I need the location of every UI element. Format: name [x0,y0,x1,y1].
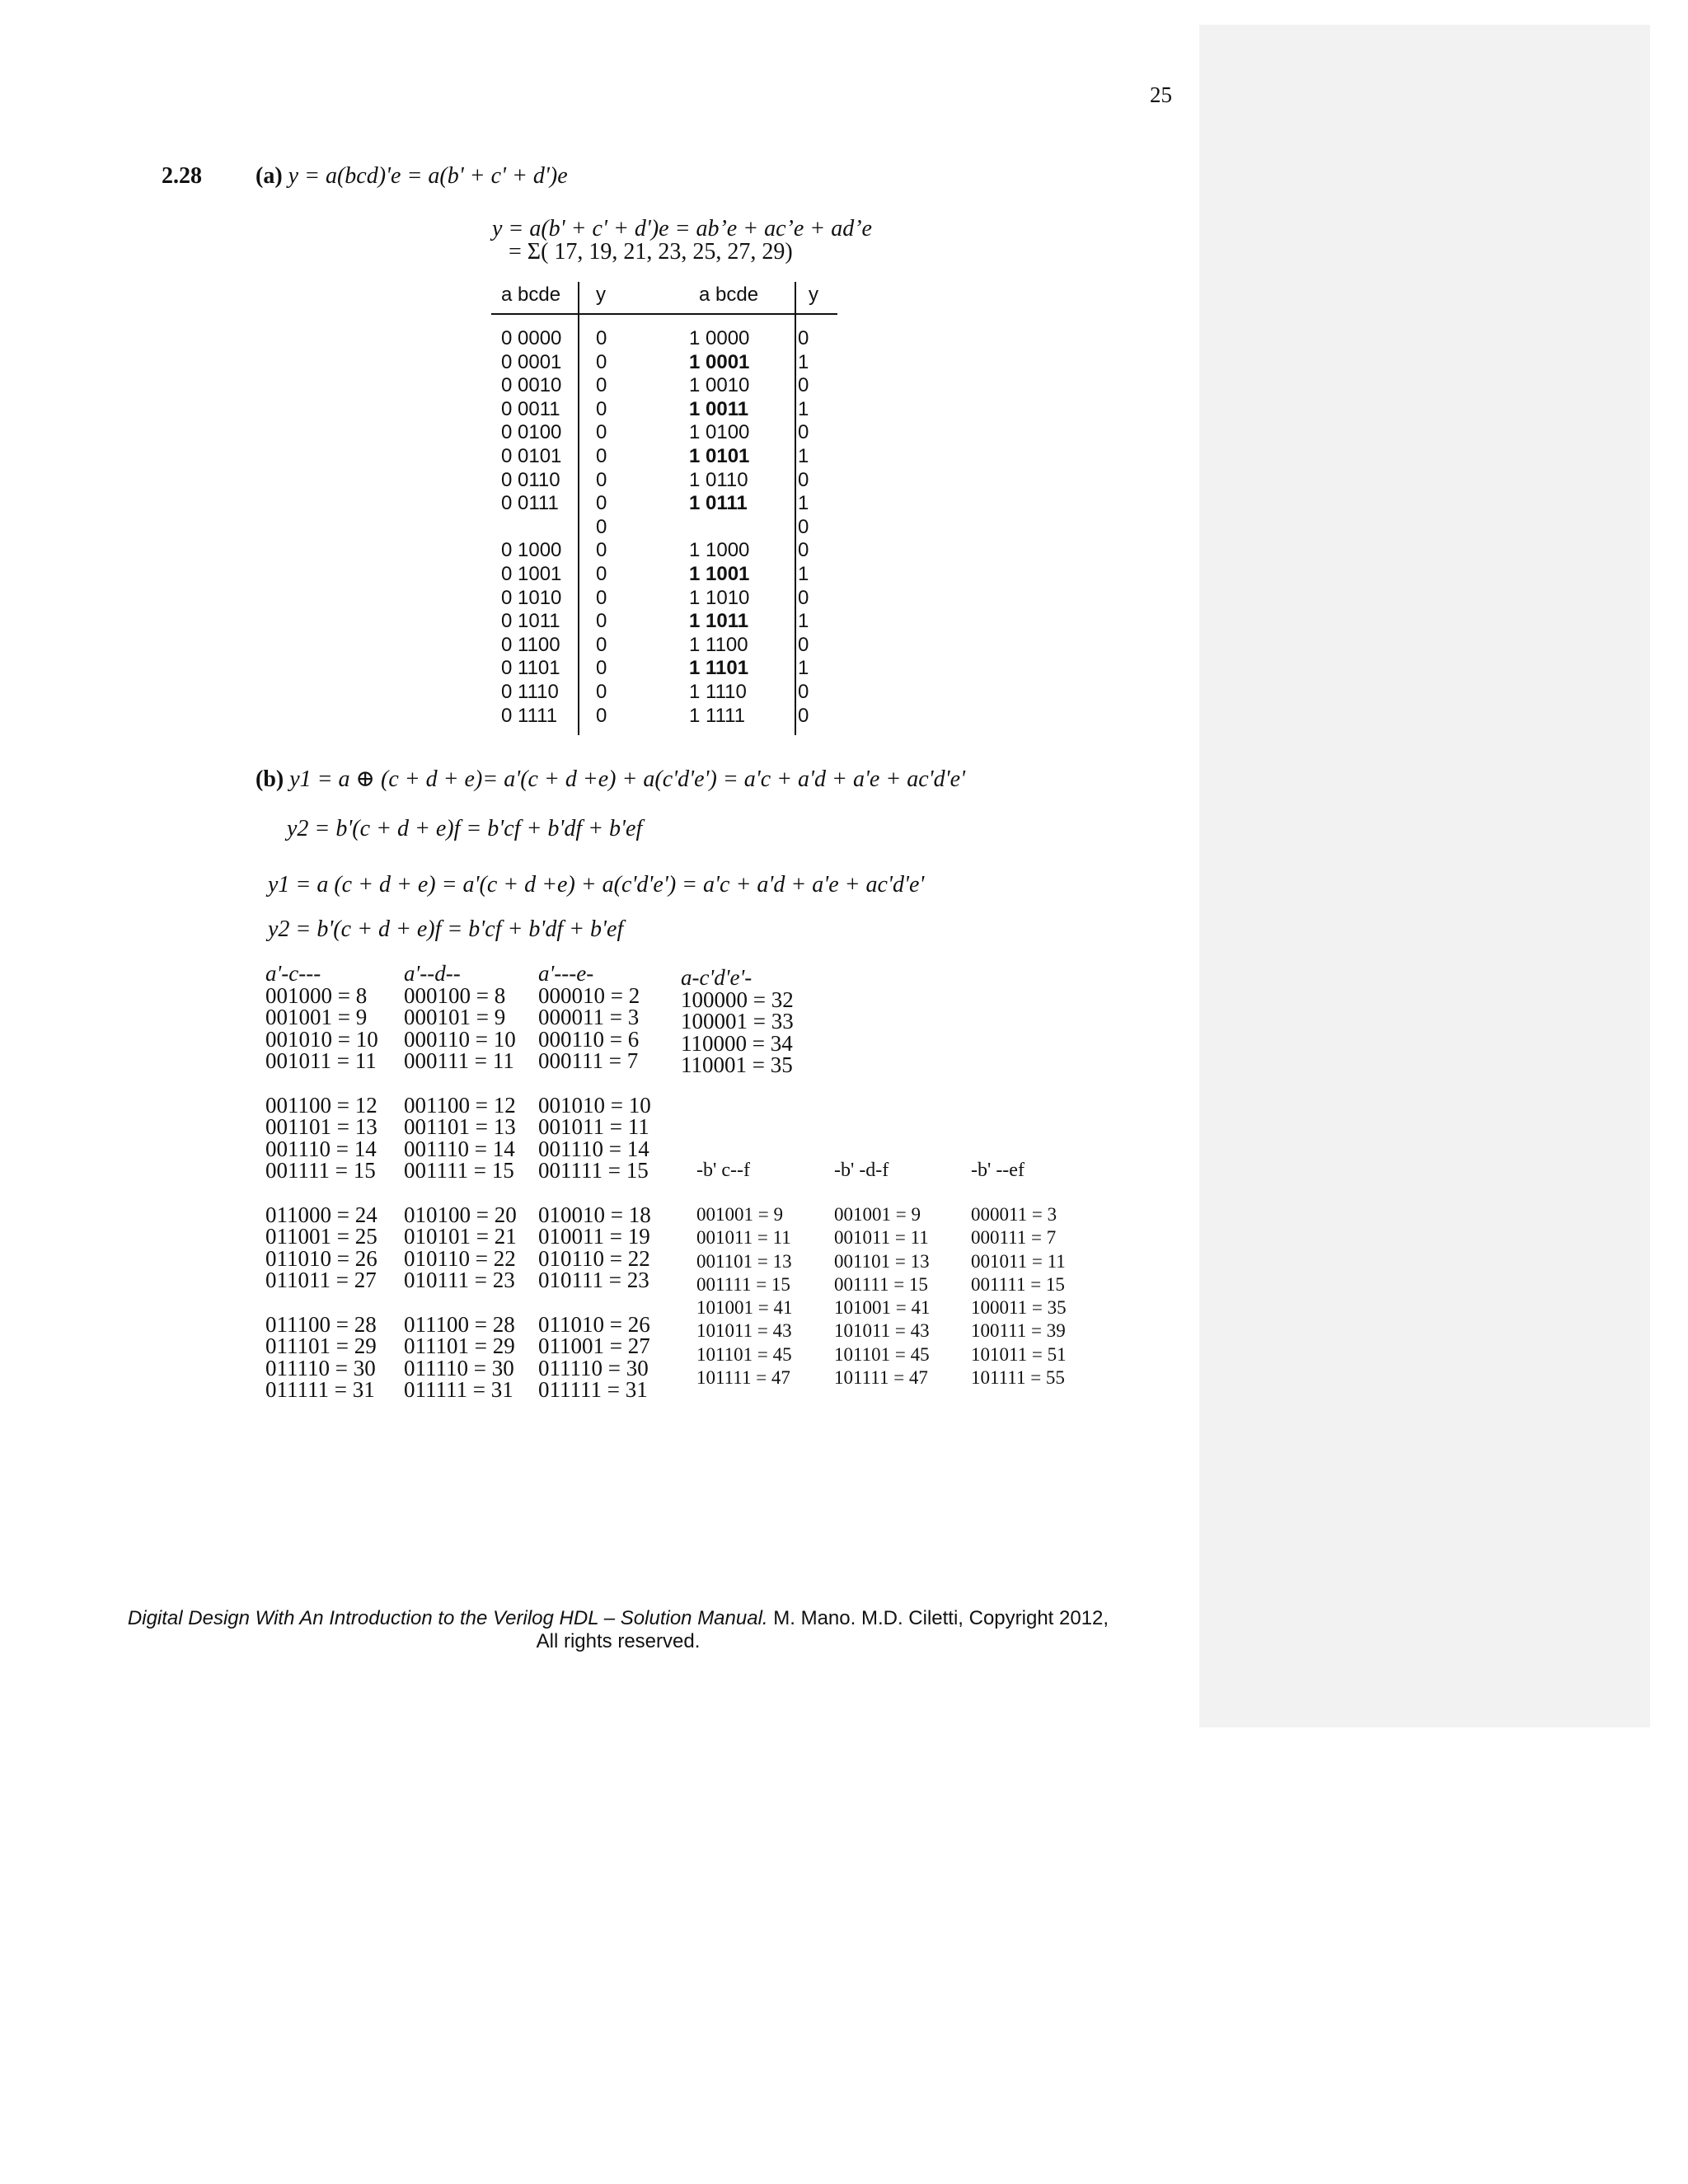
b-minterm-entry: 001011 = 11 [971,1250,1066,1272]
table-cell: 0 0100 [501,421,562,444]
table-cell: 1 [798,657,809,680]
table-cell: 0 0111 [501,492,559,515]
table-cell: 1 1100 [689,633,748,656]
minterm-group [404,1204,517,1291]
minterm-entry: 110000 = 34 [681,1030,793,1056]
minterm-column-head: a'-c--- [265,961,321,986]
table-cell: 0 [798,327,809,349]
table-cell: 1 1010 [689,586,750,609]
part-b-y1 [256,765,965,793]
minterm-entry: 001110 = 14 [404,1136,515,1161]
table-cell: 0 [798,681,809,703]
table-cell: 1 1011 [689,610,749,633]
table-header-input-right: a bcde [699,284,759,306]
minterm-entry: 001100 = 12 [265,1092,377,1118]
table-cell: 1 1110 [689,681,747,703]
minterm-entry: 011100 = 28 [404,1311,515,1337]
table-cell: 0 0010 [501,374,562,397]
table-cell: 1 0011 [689,397,749,420]
table-cell: 0 [596,492,607,515]
b-column [971,1203,1067,1390]
side-panel [1199,25,1650,1727]
b-minterm-entry: 001011 = 11 [834,1227,929,1249]
table-cell: 1 [798,610,809,633]
b-minterm-entry: 100011 = 35 [971,1297,1067,1319]
b-minterm-entry: 101111 = 55 [971,1367,1065,1389]
minterm-entry: 100000 = 32 [681,987,794,1012]
minterm-entry: 011001 = 25 [265,1224,377,1249]
table-cell: 0 1011 [501,610,560,633]
minterm-entry: 011111 = 31 [265,1377,375,1402]
part-a-expression: y = a(bcd)'e = a(b' + c' + d')e [288,163,568,189]
table-cell: 0 [596,421,607,444]
table-cell: 1 0000 [689,327,750,349]
table-cell: 0 [596,515,607,538]
part-a-label: (a) [256,163,283,189]
table-divider-right [795,282,796,735]
minterm-entry: 001100 = 12 [404,1092,516,1118]
table-cell: 0 [596,327,607,349]
minterm-entry: 011101 = 29 [265,1333,377,1358]
table-cell: 0 1001 [501,563,562,585]
minterm-entry: 110001 = 35 [681,1052,793,1077]
footer [124,1607,1113,1653]
part-b-y2-equation: y2 = b'(c + d + e)f = b'cf + b'df + b'ef [287,816,643,841]
table-cell: 0 [798,539,809,562]
b-column-head: -b' -d-f [834,1160,889,1181]
minterm-group [538,982,651,1073]
table-cell: 0 [596,563,607,585]
minterm-entry: 001010 = 10 [538,1092,651,1118]
table-cell: 0 1101 [501,657,560,680]
b-minterm-entry: 101011 = 43 [834,1320,930,1342]
b-minterm-entry: 001111 = 15 [696,1273,790,1295]
b-minterm-entry: 101011 = 43 [696,1320,792,1342]
derivation-line-1: y = a(b' + c' + d')e = ab’e + ac’e + ad’e [492,216,872,241]
minterm-group [265,1094,378,1182]
table-cell: 0 [596,681,607,703]
table-cell: 0 [798,633,809,656]
minterm-group [538,1311,651,1402]
b-column-head: -b' c--f [696,1160,750,1181]
table-cell: 0 [596,633,607,656]
minterm-entry: 011111 = 31 [538,1377,648,1402]
table-cell: 1 1001 [689,563,750,585]
table-cell: 0 [596,397,607,420]
part-b-label: (b) [256,766,284,792]
minterm-entry: 011100 = 28 [265,1311,377,1337]
minterm-group [538,1094,651,1182]
minterm-entry: 011110 = 30 [265,1355,376,1380]
b-minterm-entry: 000011 = 3 [971,1204,1057,1225]
problem-number: 2.28 [162,163,202,189]
footer-title: Digital Design With An Introduction to the Verilog HDL – Solution Manual. [127,1607,768,1629]
footer-credits: M. Mano. M.D. Ciletti, Copyright 2012, [767,1607,1109,1629]
minterm-group [681,989,794,1076]
table-cell: 0 0011 [501,397,560,420]
minterm-entry: 001011 = 11 [265,1048,377,1073]
y2-equation-alt: y2 = b'(c + d + e)f = b'cf + b'df + b'ef [268,916,624,942]
table-cell: 1 [798,350,809,373]
b-minterm-entry: 000111 = 7 [971,1227,1057,1249]
minterm-entry: 001011 = 11 [538,1114,649,1139]
table-cell: 0 [596,468,607,491]
b-minterm-entry: 101111 = 47 [696,1367,790,1389]
minterm-entry: 001110 = 14 [265,1136,377,1161]
b-minterm-entry: 101101 = 45 [696,1343,792,1365]
minterm-entry: 011000 = 24 [265,1202,377,1227]
b-column-head: -b' --ef [971,1160,1025,1181]
b-column [834,1203,930,1390]
minterm-column-head: a'--d-- [404,961,461,986]
minterm-group [404,1094,517,1182]
table-cell: 0 [596,704,607,727]
minterm-entry: 001110 = 14 [538,1136,649,1161]
table-cell: 0 [596,586,607,609]
y1-equation-alt: y1 = a (c + d + e) = a'(c + d +e) + a(c'd'e') = a'c + a'd + a'e + ac'd'e' [268,872,925,898]
b-minterm-entry: 101001 = 41 [696,1297,793,1319]
minterm-entry: 010101 = 21 [404,1224,517,1249]
minterm-entry: 100001 = 33 [681,1009,794,1033]
table-cell: 1 [798,492,809,515]
table-cell: 0 [798,468,809,491]
minterm-entry: 000110 = 6 [538,1026,640,1052]
table-cell: 0 1010 [501,586,562,609]
table-cell: 0 1111 [501,704,558,727]
b-minterm-entry: 001101 = 13 [834,1250,930,1272]
b-minterm-entry: 001111 = 15 [834,1273,928,1295]
minterm-entry: 000110 = 10 [404,1026,516,1052]
minterm-entry: 010010 = 18 [538,1202,651,1227]
minterm-entry: 001111 = 15 [265,1158,376,1183]
minterm-column [681,967,794,1099]
minterm-entry: 000010 = 2 [538,982,640,1008]
minterm-entry: 000100 = 8 [404,982,506,1008]
table-cell: 1 1111 [689,704,746,727]
minterm-column [538,963,651,1423]
table-cell: 0 0101 [501,445,562,467]
table-cell: 1 0001 [689,350,750,373]
minterm-column [265,963,378,1423]
b-minterm-entry: 001011 = 11 [696,1227,791,1249]
minterm-entry: 001111 = 15 [404,1158,514,1183]
table-cell: 1 0100 [689,421,750,444]
minterm-entry: 011110 = 30 [538,1355,649,1380]
b-minterm-entry: 101011 = 51 [971,1343,1067,1365]
table-cell: 0 0001 [501,350,562,373]
table-header-output-right: y [809,284,818,306]
table-cell: 0 [596,374,607,397]
table-cell: 1 1101 [689,657,749,680]
b-minterm-entry: 001001 = 9 [834,1204,921,1225]
minterm-group [265,1311,378,1402]
b-minterm-entry: 001001 = 9 [696,1204,783,1225]
page-number: 25 [1150,82,1172,107]
minterm-group [265,982,378,1073]
derivation-line-2: = Σ( 17, 19, 21, 23, 25, 27, 29) [509,239,793,265]
minterm-entry: 010100 = 20 [404,1202,517,1227]
b-minterm-entry: 101101 = 45 [834,1343,930,1365]
table-cell: 0 1000 [501,539,562,562]
b-minterm-entry: 100111 = 39 [971,1320,1066,1342]
minterm-entry: 011010 = 26 [538,1311,650,1337]
table-cell: 0 0110 [501,468,560,491]
table-header-rule [491,313,837,315]
table-cell: 1 [798,397,809,420]
minterm-entry: 010111 = 23 [538,1268,649,1292]
minterm-entry: 011011 = 27 [265,1268,377,1292]
minterm-entry: 010011 = 19 [538,1224,650,1249]
minterm-group [265,1204,378,1291]
table-cell: 0 0000 [501,327,562,349]
minterm-entry: 010111 = 23 [404,1268,515,1292]
footer-rights: All rights reserved. [536,1630,701,1652]
minterm-entry: 011110 = 30 [404,1355,514,1380]
b-column [696,1203,792,1390]
minterm-entry: 011101 = 29 [404,1333,515,1358]
table-cell: 0 [596,350,607,373]
minterm-entry: 000101 = 9 [404,1005,506,1029]
part-b-y1-equation: y1 = a ⊕ (c + d + e)= a'(c + d +e) + a(c'd'e') = a'c + a'd + a'e + ac'd'e' [289,766,966,792]
minterm-entry: 001001 = 9 [265,1005,368,1029]
minterm-entry: 001101 = 13 [404,1114,516,1139]
table-cell: 0 [798,704,809,727]
minterm-entry: 001000 = 8 [265,982,368,1008]
table-cell: 1 [798,563,809,585]
table-cell: 0 1110 [501,681,559,703]
table-cell: 1 [798,445,809,467]
minterm-entry: 000111 = 7 [538,1048,639,1073]
table-cell: 0 [596,610,607,633]
minterm-entry: 010110 = 22 [404,1245,516,1271]
table-cell: 0 [798,374,809,397]
b-minterm-entry: 101111 = 47 [834,1367,928,1389]
table-divider-left [578,282,579,735]
table-cell: 1 0101 [689,445,750,467]
minterm-entry: 010110 = 22 [538,1245,650,1271]
table-cell: 0 [798,586,809,609]
table-header-input-left: a bcde [501,284,561,306]
table-cell: 0 [596,539,607,562]
table-cell: 1 0010 [689,374,750,397]
minterm-column [404,963,517,1423]
table-cell: 1 1000 [689,539,750,562]
minterm-group [404,982,517,1073]
table-cell: 0 [596,657,607,680]
table-cell: 0 1100 [501,633,560,656]
table-cell: 1 0111 [689,492,748,515]
table-header-output-left: y [596,284,606,306]
table-cell: 0 [798,515,809,538]
minterm-group [404,1311,517,1402]
minterm-entry: 011001 = 27 [538,1333,650,1358]
minterm-entry: 011010 = 26 [265,1245,377,1271]
truth-table [491,282,837,735]
table-cell: 0 [596,445,607,467]
table-cell: 1 0110 [689,468,748,491]
minterm-entry: 001010 = 10 [265,1026,378,1052]
minterm-group [538,1204,651,1291]
minterm-entry: 011111 = 31 [404,1377,513,1402]
minterm-entry: 001111 = 15 [538,1158,649,1183]
minterm-entry: 001101 = 13 [265,1114,377,1139]
table-cell: 0 [798,421,809,444]
b-minterm-entry: 101001 = 41 [834,1297,931,1319]
minterm-column-head: a'---e- [538,961,594,986]
part-a-heading [256,163,568,190]
b-minterm-entry: 001111 = 15 [971,1273,1065,1295]
b-minterm-entry: 001101 = 13 [696,1250,792,1272]
minterm-entry: 000111 = 11 [404,1048,514,1073]
minterm-entry: 000011 = 3 [538,1005,640,1029]
minterm-column-head: a-c'd'e'- [681,965,753,990]
